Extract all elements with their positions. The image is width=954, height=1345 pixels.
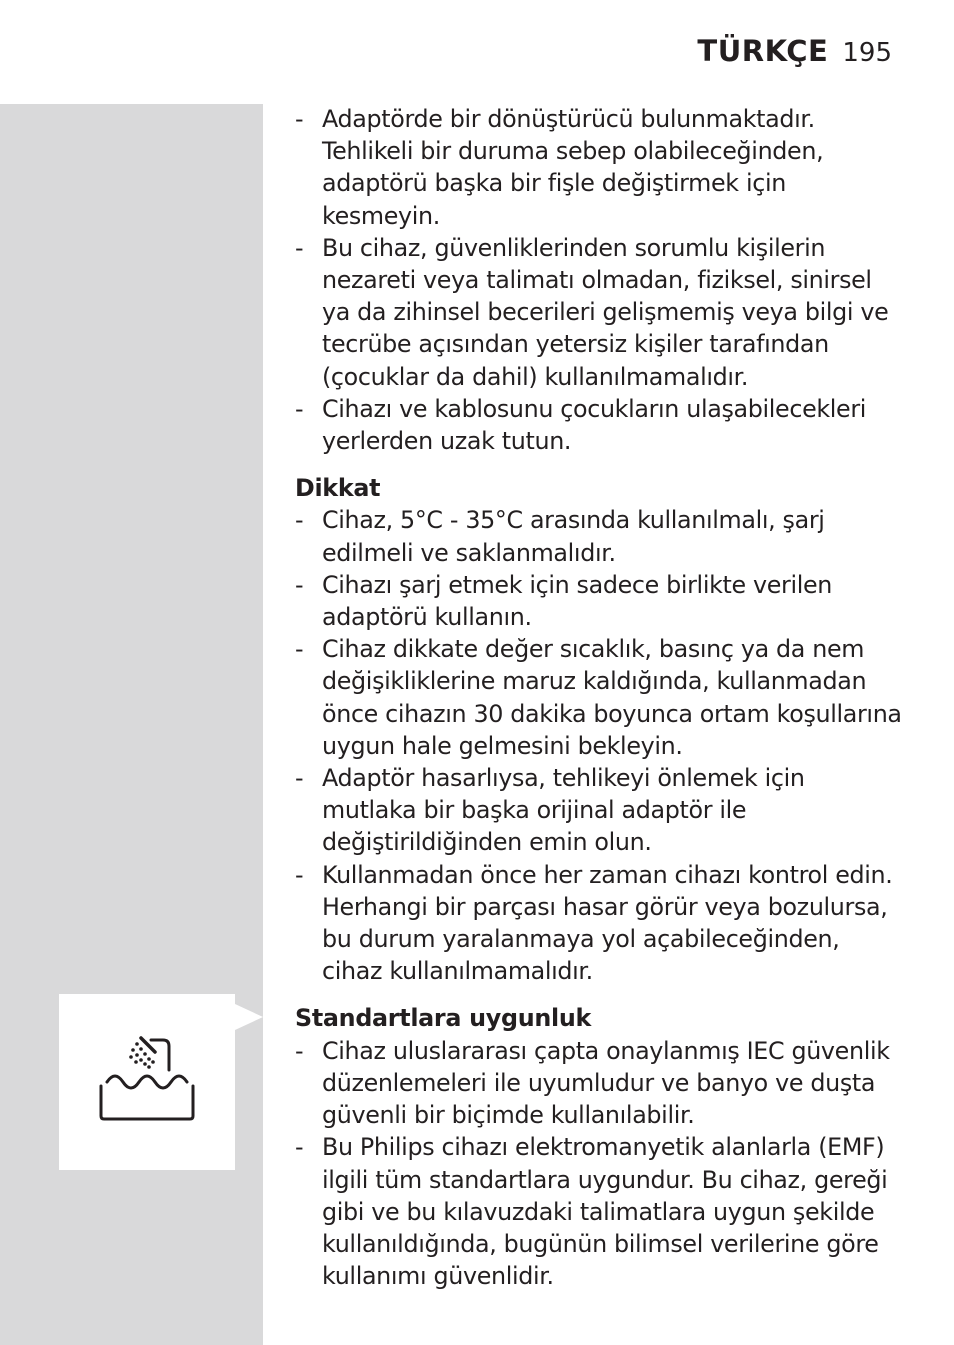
list-item: - Kullanmadan önce her zaman cihazı kontrol edin. Herhangi bir parçası hasar görür veya bozulursa, bu durum yaralanmaya yol açabileceğinden, cihaz kullanılmamalıdır. — [295, 859, 905, 988]
list-item: - Adaptör hasarlıysa, tehlikeyi önlemek için mutlaka bir başka orijinal adaptör ile değiştirildiğinden emin olun. — [295, 762, 905, 859]
intro-list — [295, 103, 905, 457]
list-item: - Cihaz uluslararası çapta onaylanmış IEC güvenlik düzenlemeleri ile uyumludur ve banyo ve duşta güvenli bir biçimde kullanılabilir. — [295, 1035, 905, 1132]
page-header — [697, 34, 892, 68]
list-item: - Cihaz dikkate değer sıcaklık, basınç ya da nem değişikliklerine maruz kaldığında, kullanmadan önce cihazın 30 dakika boyunca ortam koşullarına uygun hale gelmesini bekleyin. — [295, 633, 905, 762]
icon-box — [59, 994, 235, 1170]
bath-shower-icon — [59, 994, 235, 1170]
list-item: - Cihazı ve kablosunu çocukların ulaşabilecekleri yerlerden uzak tutun. — [295, 393, 905, 457]
list-item: - Adaptörde bir dönüştürücü bulunmaktadır. Tehlikeli bir duruma sebep olabileceğinden, adaptörü başka bir fişle değiştirmek için kesmeyin. — [295, 103, 905, 232]
standards-heading: Standartlara uygunluk — [295, 1004, 592, 1033]
dikkat-heading: Dikkat — [295, 474, 381, 503]
page-number: 195 — [842, 38, 892, 68]
list-item: - Bu cihaz, güvenliklerinden sorumlu kişilerin nezareti veya talimatı olmadan, fiziksel, sinirsel ya da zihinsel becerileri gelişmemiş veya bilgi ve tecrübe açısından yetersiz kişiler tarafından (çocuklar da dahil) kullanılmamalıdır. — [295, 232, 905, 393]
list-item: - Cihaz, 5°C - 35°C arasında kullanılmalı, şarj edilmeli ve saklanmalıdır. — [295, 504, 905, 568]
main-content — [295, 103, 905, 1292]
list-item: - Cihazı şarj etmek için sadece birlikte verilen adaptörü kullanın. — [295, 569, 905, 633]
language-title: TÜRKÇE — [697, 34, 829, 68]
icon-pointer — [235, 1004, 263, 1030]
dikkat-list — [295, 504, 905, 987]
standards-list — [295, 1035, 905, 1293]
list-item: - Bu Philips cihazı elektromanyetik alanlarla (EMF) ilgili tüm standartlara uygundur. Bu cihaz, gereği gibi ve bu kılavuzdaki talimatlara uygun şekilde kullanıldığında, bugünün bilimsel verilerine göre kullanımı güvenlidir. — [295, 1131, 905, 1292]
